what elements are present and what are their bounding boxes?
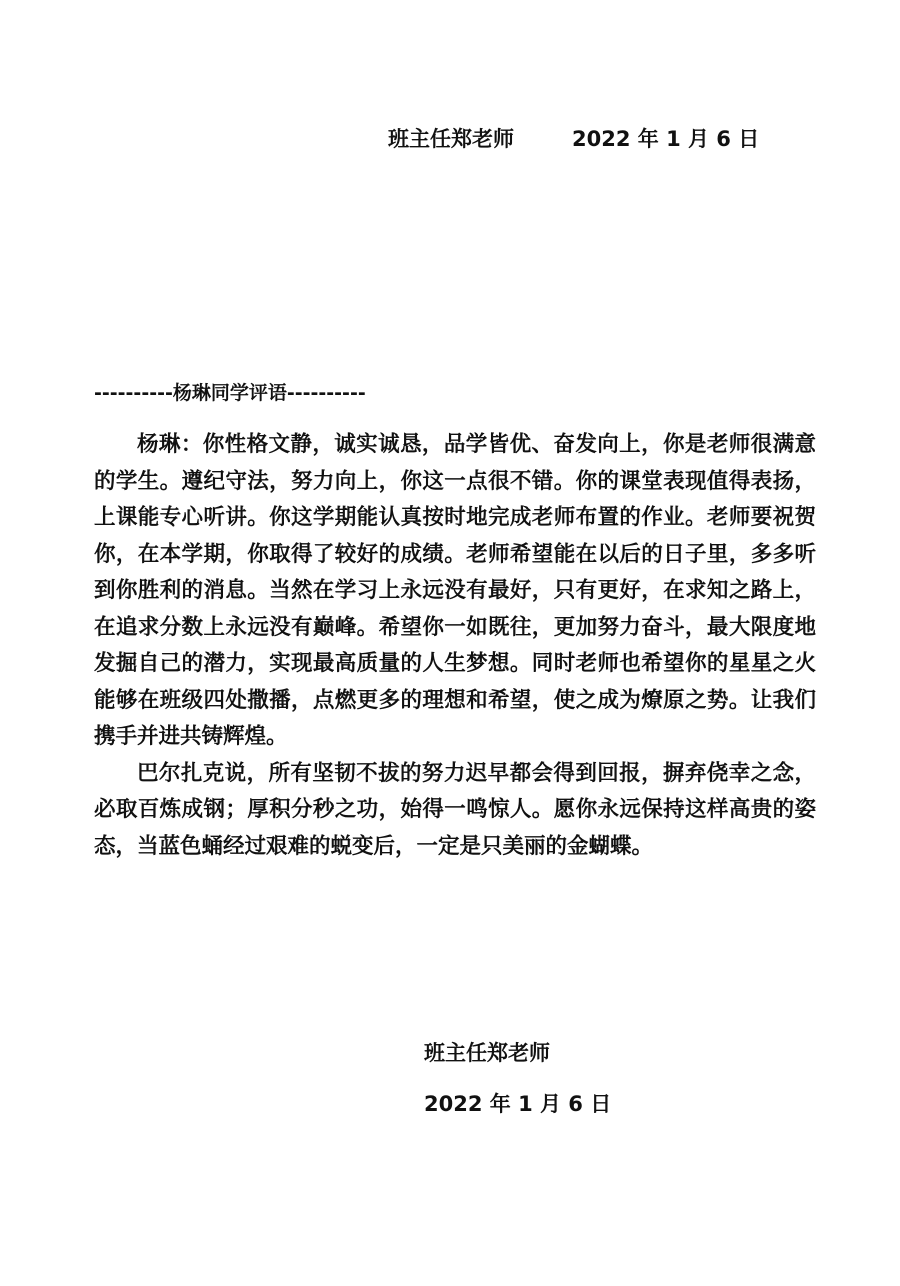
- comment-paragraph-1: 杨琳：你性格文静，诚实诚恳，品学皆优、奋发向上，你是老师很满意的学生。遵纪守法，努力向上，你这一点很不错。你的课堂表现值得表扬，上课能专心听讲。你这学期能认真按时地完成老师布置的作业。老师要祝贺你，在本学期，你取得了较好的成绩。老师希望能在以后的日子里，多多听到你胜利的消息。当然在学习上永远没有最好，只有更好，在求知之路上，在追求分数上永远没有巅峰。希望你一如既往，更加努力奋斗，最大限度地发掘自己的潜力，实现最高质量的人生梦想。同时老师也希望你的星星之火能够在班级四处撒播，点燃更多的理想和希望，使之成为燎原之势。让我们携手并进共铸辉煌。: [94, 432, 816, 749]
- top-signature-date: 2022 年 1 月 6 日: [572, 127, 760, 151]
- bottom-signature-teacher: 班主任郑老师: [424, 1041, 550, 1065]
- top-signature: [388, 122, 759, 156]
- comment-heading: ----------杨琳同学评语----------: [94, 382, 366, 404]
- comment-paragraph-2: 巴尔扎克说，所有坚韧不拔的努力迟早都会得到回报，摒弃侥幸之念，必取百炼成钢；厚积分秒之功，始得一鸣惊人。愿你永远保持这样高贵的姿态，当蓝色蛹经过艰难的蜕变后，一定是只美丽的金蝴蝶。: [94, 760, 816, 859]
- bottom-signature-date: 2022 年 1 月 6 日: [424, 1092, 612, 1116]
- top-signature-teacher: 班主任郑老师: [388, 127, 514, 151]
- comment-body: [94, 427, 816, 865]
